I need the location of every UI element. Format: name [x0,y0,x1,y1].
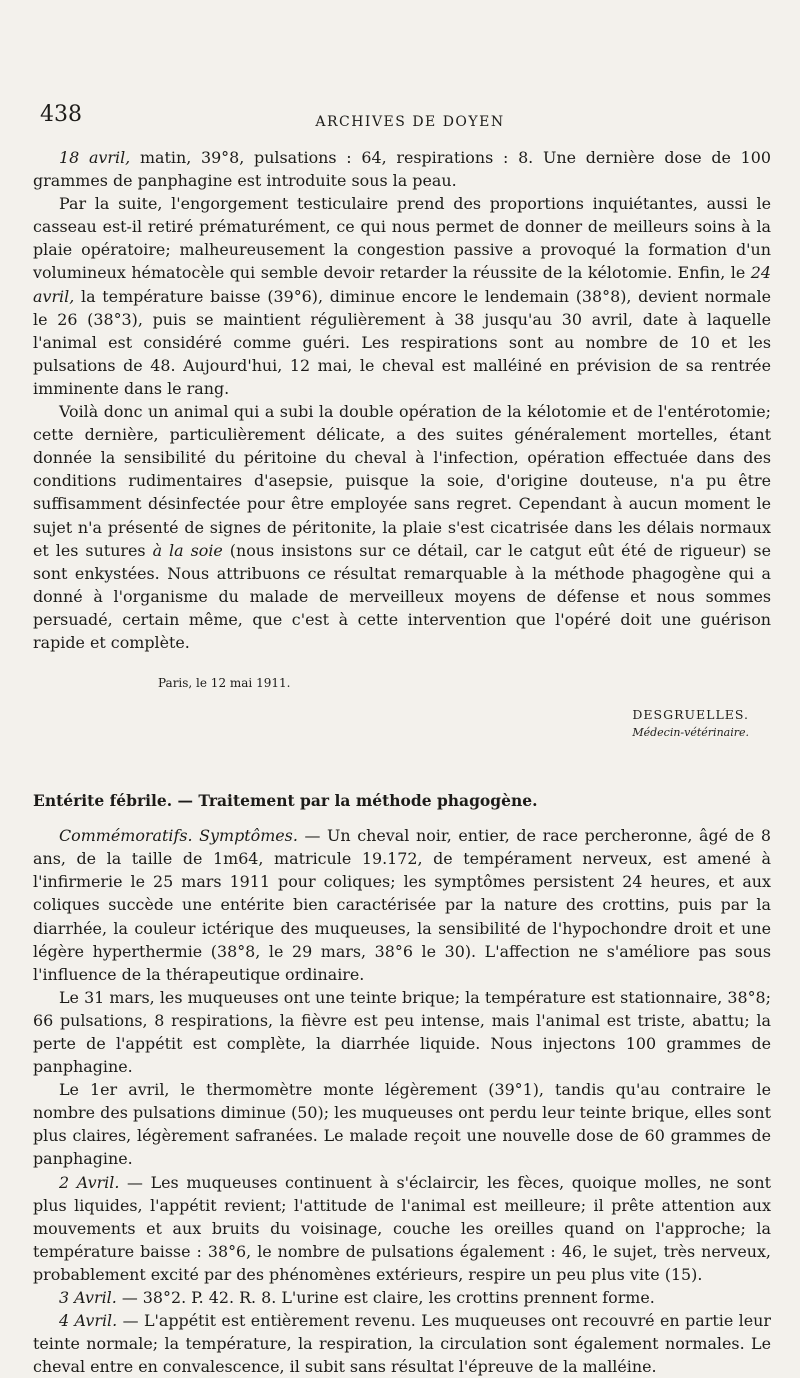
running-title: ARCHIVES DE DOYEN [315,114,505,130]
section-lead: Commémoratifs. Symptômes. [59,826,298,846]
paragraph-text: matin, 39°8, pulsations : 64, respirations : 8. Une dernière dose de 100 grammes de panphagine est introduite sous la peau. [33,148,771,191]
paragraph-text: — Un cheval noir, entier, de race percheronne, âgé de 8 ans, de la taille de 1m64, matricule 19.172, de tempérament nerveux, est amené à l'infirmerie le 25 mars 1911 pour coliques; les symptômes persistent 24 heures, et aux coliques succède une entérite bien caractérisée par la nature des crottins, puis par la diarrhée, la couleur ictérique des muqueuses, la sensibilité de l'hypochondre droit et une légère hyperthermie (38°8, le 29 mars, 38°6 le 30). L'affection ne s'améliore pas sous l'influence de la thérapeutique ordinaire. [33,826,771,984]
page-header [40,100,780,134]
page-number: 438 [40,102,82,127]
paragraph-text: — L'appétit est entièrement revenu. Les muqueuses ont recouvré en partie leur teinte normale; la température, la respiration, la circulation sont également normales. Le cheval entre en convalescence, il subit sans résultat l'épreuve de la malléine. [33,1311,771,1377]
paragraph [33,146,771,192]
italic-phrase: à la soie [152,540,223,560]
section-heading: Entérite fébrile. — Traitement par la méthode phagogène. [33,791,538,811]
date-line: Paris, le 12 mai 1911. [158,676,291,691]
paragraph-text: Le 31 mars, les muqueuses ont une teinte brique; la température est stationnaire, 38°8; 66 pulsations, 8 respirations, la fièvre est peu intense, mais l'animal est triste, abattu; la perte de l'appétit est complète, la diarrhée liquide. Nous injectons 100 grammes de panphagine. [33,987,771,1077]
paragraph [33,1171,771,1286]
signature-name: DESGRUELLES. [632,707,749,723]
paragraph [33,1078,771,1170]
paragraph [33,1309,771,1378]
paragraph [33,192,771,400]
date-label: 18 avril, [59,148,131,167]
date-label: 2 Avril. [59,1172,120,1192]
paragraph-text: la température baisse (39°6), diminue encore le lendemain (38°8), devient normale le 26 (38°3), puis se maintient régulièrement à 38 jusqu'au 30 avril, date à laquelle l'animal est considéré comme guéri. Les respirations sont au nombre de 10 et les pulsations de 48. Aujourd'hui, 12 mai, le cheval est malléiné en prévision de sa rentrée imminente dans le rang. [33,286,771,398]
paragraph-text: (nous insistons sur ce détail, car le catgut eût été de rigueur) se sont enkystées. Nous attribuons ce résultat remarquable à la méthode phagogène qui a donné à l'organisme du malade de merveilleux moyens de défense et nous sommes persuadé, certain même, que c'est à cette intervention que l'opéré doit une guérison rapide et complète. [33,540,771,652]
paragraph [33,986,771,1078]
paragraph [33,824,771,986]
date-label: 24 avril, [33,263,771,306]
paragraph-text: Par la suite, l'engorgement testiculaire prend des proportions inquiétantes, aussi le casseau est-il retiré prématurément, ce qui nous permet de donner de meilleurs soins à la plaie opératoire; malheureusement la congestion passive a provoqué la formation d'un volumineux hématocèle qui semble devoir retarder la réussite de la kélotomie. Enfin, le [33,194,771,283]
paragraph [33,400,771,654]
paragraph-text: — 38°2. P. 42. R. 8. L'urine est claire, les crottins prennent forme. [116,1288,655,1308]
paragraph-text: Le 1er avril, le thermomètre monte légèrement (39°1), tandis qu'au contraire le nombre des pulsations diminue (50); les muqueuses ont perdu leur teinte brique, elles sont plus claires, légèrement safranées. Le malade reçoit une nouvelle dose de 60 grammes de panphagine. [33,1080,771,1169]
paragraph-text: — Les muqueuses continuent à s'éclaircir, les fèces, quoique molles, ne sont plus liquides, l'appétit revient; l'attitude de l'animal est meilleure; il prête attention aux mouvements et aux bruits du voisinage, couche les oreilles quand on l'approche; la température baisse : 38°6, le nombre de pulsations également : 46, le sujet, très nerveux, probablement excité par des phénomènes extérieurs, respire un peu plus vite (15). [33,1172,771,1284]
date-label: 4 Avril. [59,1311,118,1331]
signature [33,707,749,739]
paragraph-text: Voilà donc un animal qui a subi la double opération de la kélotomie et de l'entérotomie; cette dernière, particulièrement délicate, a des suites généralement mortelles, étant donnée la sensibilité du péritoine du cheval à l'infection, opération effectuée dans des conditions rudimentaires d'asepsie, puisque la soie, d'origine douteuse, n'a pu être suffisamment désinfectée pour être employée sans regret. Cependant à aucun moment le sujet n'a présenté de signes de péritonite, la plaie s'est cicatrisée dans les délais normaux et les sutures [33,402,771,560]
signature-title: Médecin-vétérinaire. [632,726,749,740]
body-text [33,146,771,1378]
date-label: 3 Avril. [59,1288,117,1308]
paragraph [33,1286,771,1309]
